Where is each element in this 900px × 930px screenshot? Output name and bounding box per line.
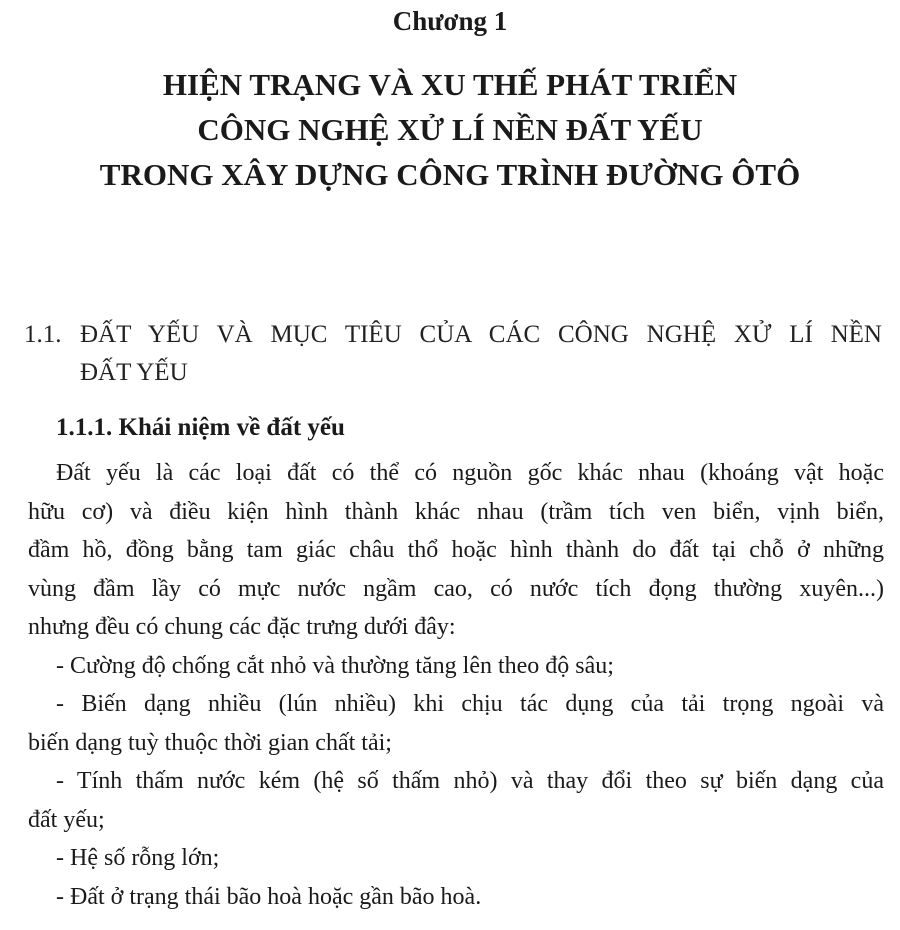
bullet-item-continuation: đất yếu; (28, 806, 105, 833)
bullet-item: - Biến dạng nhiều (lún nhiều) khi chịu tác dụng của tải trọng ngoài và (56, 691, 884, 717)
chapter-title-line: HIỆN TRẠNG VÀ XU THẾ PHÁT TRIỂN (162, 67, 738, 102)
section-heading-line (24, 316, 882, 354)
bullet-item: - Hệ số rỗng lớn; (56, 845, 220, 871)
subsection-heading: 1.1.1. Khái niệm về đất yếu (56, 414, 345, 441)
chapter-title-line: CÔNG NGHỆ XỬ LÍ NỀN ĐẤT YẾU (197, 112, 703, 147)
section-title-line2: ĐẤT YẾU (80, 359, 188, 386)
chapter-label: Chương 1 (392, 6, 508, 36)
paragraph-line: hữu cơ) và điều kiện hình thành khác nhau (trầm tích ven biển, vịnh biển, (28, 498, 884, 525)
paragraph-line: nhưng đều có chung các đặc trưng dưới đây: (28, 614, 456, 640)
paragraph-line: vùng đầm lầy có mực nước ngầm cao, có nước tích đọng thường xuyên...) (28, 575, 884, 602)
bullet-item: - Đất ở trạng thái bão hoà hoặc gần bão hoà. (56, 883, 482, 910)
paragraph-line: Đất yếu là các loại đất có thể có nguồn gốc khác nhau (khoáng vật hoặc (56, 460, 884, 486)
section-number: 1.1. (24, 321, 62, 348)
paragraph-line: đầm hồ, đồng bằng tam giác châu thổ hoặc hình thành do đất tại chỗ ở những (28, 537, 884, 563)
chapter-title-line: TRONG XÂY DỰNG CÔNG TRÌNH ĐƯỜNG ÔTÔ (99, 157, 801, 192)
chapter-title (0, 62, 900, 197)
body-text (28, 454, 884, 916)
bullet-item: - Cường độ chống cắt nhỏ và thường tăng lên theo độ sâu; (56, 652, 614, 679)
bullet-item-continuation: biến dạng tuỳ thuộc thời gian chất tải; (28, 729, 392, 756)
bullet-item: - Tính thấm nước kém (hệ số thấm nhỏ) và thay đổi theo sự biến dạng của (56, 768, 884, 794)
section-heading (24, 316, 882, 392)
section-title-line1: ĐẤT YẾU VÀ MỤC TIÊU CỦA CÁC CÔNG NGHỆ XỬ LÍ NỀN (80, 321, 882, 348)
